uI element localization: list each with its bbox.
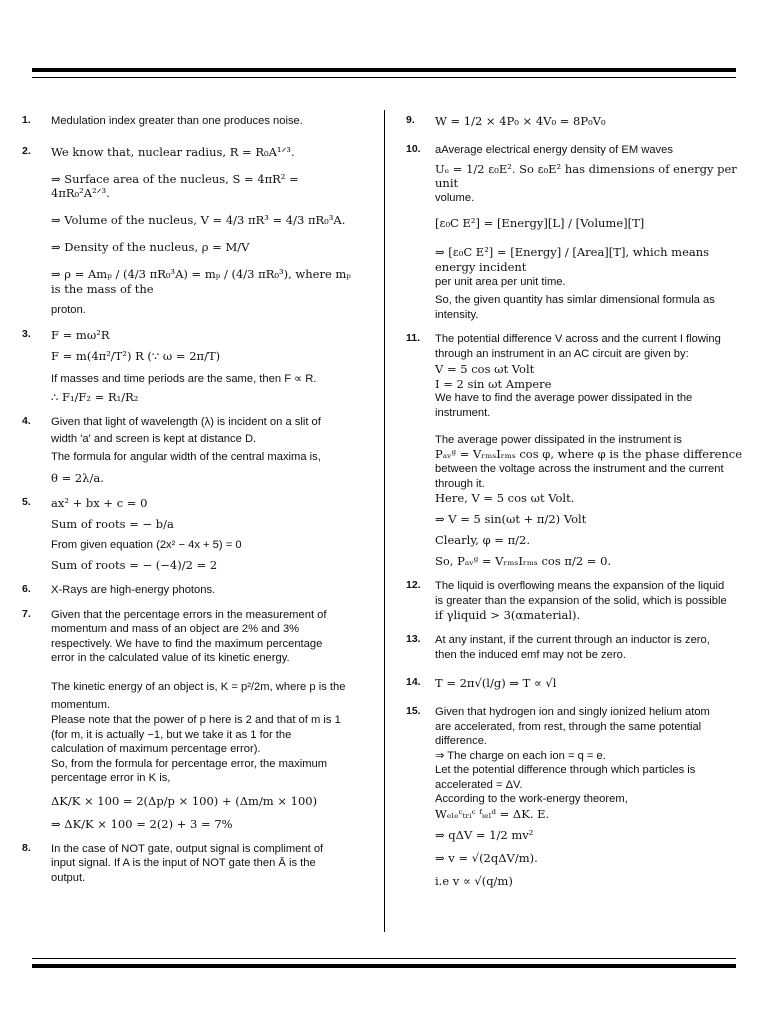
answer-line: The formula for angular width of the central maxima is,	[51, 451, 321, 464]
answer-line: Let the potential difference through which particles is	[435, 764, 696, 777]
answer-line: volume.	[435, 192, 475, 205]
question-5	[22, 496, 352, 573]
answer-line: Here, V = 5 cos ωt Volt.	[435, 491, 575, 506]
answer-line: if γliquid > 3(αmaterial).	[435, 608, 581, 623]
answer-line: I = 2 sin ωt Ampere	[435, 376, 552, 391]
answer-line: percentage error in K is,	[51, 772, 171, 785]
question-3	[22, 328, 352, 405]
question-6	[22, 583, 352, 598]
answer-line: between the voltage across the instrument and the current	[435, 463, 724, 476]
answer-line: then the induced emf may not be zero.	[435, 648, 626, 661]
answer-line: aAverage electrical energy density of EM waves	[435, 143, 673, 156]
bottom-rule-thin	[32, 958, 736, 959]
question-12	[406, 579, 746, 623]
answer-line: The liquid is overflowing means the expansion of the liquid	[435, 579, 725, 592]
question-number: 3.	[22, 327, 31, 340]
answer-line: accelerated = ΔV.	[435, 778, 523, 791]
answer-line: output.	[51, 871, 86, 884]
question-number: 10.	[406, 142, 421, 155]
bottom-rule-thick	[32, 964, 736, 968]
answer-line: We have to find the average power dissipated in the	[435, 392, 693, 405]
question-7	[22, 608, 352, 832]
answer-line: In the case of NOT gate, output signal is compliment of	[51, 842, 324, 855]
question-number: 15.	[406, 705, 421, 718]
answer-line: F = mω²R	[51, 327, 110, 342]
answer-line: momentum and mass of an object are 2% and 3%	[51, 623, 300, 636]
left-column	[22, 112, 352, 895]
question-number: 7.	[22, 607, 31, 620]
answer-line: So, Pₐᵥᵍ = VᵣₘₛIᵣₘₛ cos π/2 = 0.	[435, 554, 612, 568]
question-8	[22, 842, 352, 886]
answer-text: Medulation index greater than one produces noise.	[51, 115, 303, 127]
question-11	[406, 332, 746, 569]
top-rule-thin	[32, 77, 736, 78]
answer-line: proton.	[51, 304, 86, 317]
answer-line: ΔK/K × 100 = 2(Δp/p × 100) + (Δm/m × 100)	[51, 793, 318, 808]
answer-line: So, the given quantity has simlar dimensional formula as	[435, 294, 715, 307]
question-9	[406, 114, 746, 129]
answer-line: Given that light of wavelength (λ) is incident on a slit of	[51, 416, 321, 429]
answer-line: Uₑ = 1/2 ε₀E². So ε₀E² has dimensions of energy per unit	[435, 161, 737, 191]
answer-line: ax² + bx + c = 0	[51, 495, 148, 510]
top-rule-thick	[32, 68, 736, 72]
column-divider	[384, 110, 385, 932]
answer-line: respectively. We have to find the maximum percentage	[51, 637, 323, 650]
answer-line: V = 5 cos ωt Volt	[435, 361, 535, 376]
answer-line: ⇒ ρ = Amₚ / (4/3 πR₀³A) = mₚ / (4/3 πR₀³), where mₚ is the mass of the	[51, 267, 351, 297]
answer-line: θ = 2λ/a.	[51, 470, 104, 485]
answer-line: ⇒ Surface area of the nucleus, S = 4πR² = 4πR₀²A²ᐟ³.	[51, 171, 299, 201]
question-number: 9.	[406, 114, 415, 126]
answer-line: Sum of roots = − (−4)/2 = 2	[51, 558, 218, 573]
answer-line: ∴ F₁/F₂ = R₁/R₂	[51, 390, 139, 405]
answer-line: T = 2π√(l/g) ⇒ T ∝ √l	[435, 676, 557, 691]
answer-line: ⇒ Volume of the nucleus, V = 4/3 πR³ = 4/3 πR₀³A.	[51, 213, 346, 228]
question-number: 13.	[406, 633, 421, 645]
answer-line: If masses and time periods are the same, then F ∝ R.	[51, 372, 317, 385]
answer-line: per unit area per unit time.	[435, 275, 566, 288]
question-1	[22, 114, 352, 129]
question-4	[22, 415, 352, 486]
answer-line: intensity.	[435, 308, 479, 321]
answer-line: At any instant, if the current through an inductor is zero,	[435, 634, 710, 646]
answer-line: difference.	[435, 735, 488, 748]
answer-line: Wₑₗₑᶜₜᵣᵢᶜ ᶠᵢₑₗᵈ = ΔK. E.	[435, 807, 550, 821]
question-number: 1.	[22, 114, 31, 126]
question-number: 4.	[22, 415, 31, 428]
question-number: 5.	[22, 495, 31, 508]
answer-text: X-Rays are high-energy photons.	[51, 584, 216, 597]
answer-line: ⇒ v = √(2qΔV/m).	[435, 850, 538, 865]
answer-line: through an instrument in an AC circuit are given by:	[435, 348, 689, 360]
answer-line: [ε₀C E²] = [Energy][L] / [Volume][T]	[435, 215, 645, 230]
question-number: 8.	[22, 841, 31, 854]
question-number: 11.	[406, 332, 421, 345]
answer-line: calculation of maximum percentage error).	[51, 743, 261, 756]
question-number: 2.	[22, 144, 31, 157]
right-column	[406, 112, 746, 899]
answer-line: W = 1/2 × 4P₀ × 4V₀ = 8P₀V₀	[435, 114, 606, 128]
answer-line: i.e v ∝ √(q/m)	[435, 873, 513, 888]
answer-line: are accelerated, from rest, through the same potential	[435, 720, 702, 733]
answer-line: So, from the formula for percentage error, the maximum	[51, 757, 328, 770]
answer-line: We know that, nuclear radius, R = R₀A¹ᐟ³.	[51, 144, 295, 159]
answer-line: The kinetic energy of an object is, K = p²/2m, where p is the	[51, 680, 346, 693]
answer-line: Clearly, φ = π/2.	[435, 533, 530, 548]
answer-line: Given that hydrogen ion and singly ionized helium atom	[435, 706, 710, 719]
answer-line: ⇒ The charge on each ion = q = e.	[435, 749, 606, 762]
answer-line: F = m(4π²/T²) R (∵ ω = 2π/T)	[51, 348, 221, 363]
answer-line: Sum of roots = − b/a	[51, 516, 174, 531]
answer-line: momentum.	[51, 699, 111, 712]
answer-line: ⇒ [ε₀C E²] = [Energy] / [Area][T], which means energy incident	[435, 244, 710, 274]
answer-line: error in the calculated value of its kinetic energy.	[51, 652, 290, 665]
answer-line: Given that the percentage errors in the measurement of	[51, 608, 327, 621]
question-15	[406, 705, 746, 889]
answer-line: The potential difference V across and the current I flowing	[435, 333, 721, 346]
answer-line: instrument.	[435, 407, 491, 419]
answer-line: The average power dissipated in the instrument is	[435, 433, 682, 446]
answer-line: ⇒ V = 5 sin(ωt + π/2) Volt	[435, 512, 587, 527]
answer-line: Pₐᵥᵍ = VᵣₘₛIᵣₘₛ cos φ, where φ is the phase difference	[435, 447, 743, 462]
question-number: 14.	[406, 676, 421, 689]
answer-line: ⇒ ΔK/K × 100 = 2(2) + 3 = 7%	[51, 816, 233, 831]
question-2	[22, 145, 352, 318]
answer-line: From given equation (2x² − 4x + 5) = 0	[51, 538, 242, 551]
question-10	[406, 143, 746, 323]
answer-line: According to the work-energy theorem,	[435, 793, 628, 806]
answer-line: Please note that the power of p here is 2 and that of m is 1	[51, 714, 341, 726]
answer-line: is greater than the expansion of the solid, which is possible	[435, 594, 727, 607]
answer-line: (for m, it is actually −1, but we take it as 1 for the	[51, 728, 292, 741]
question-number: 6.	[22, 583, 31, 596]
question-number: 12.	[406, 578, 421, 591]
answer-line: input signal. If A is the input of NOT gate then Ā is the	[51, 857, 316, 870]
answer-line: through it.	[435, 477, 485, 490]
question-14	[406, 676, 746, 691]
answer-line: ⇒ qΔV = 1/2 mv²	[435, 827, 534, 842]
question-13	[406, 633, 746, 662]
answer-line: width 'a' and screen is kept at distance D.	[51, 432, 257, 445]
answer-line: ⇒ Density of the nucleus, ρ = M/V	[51, 240, 250, 255]
